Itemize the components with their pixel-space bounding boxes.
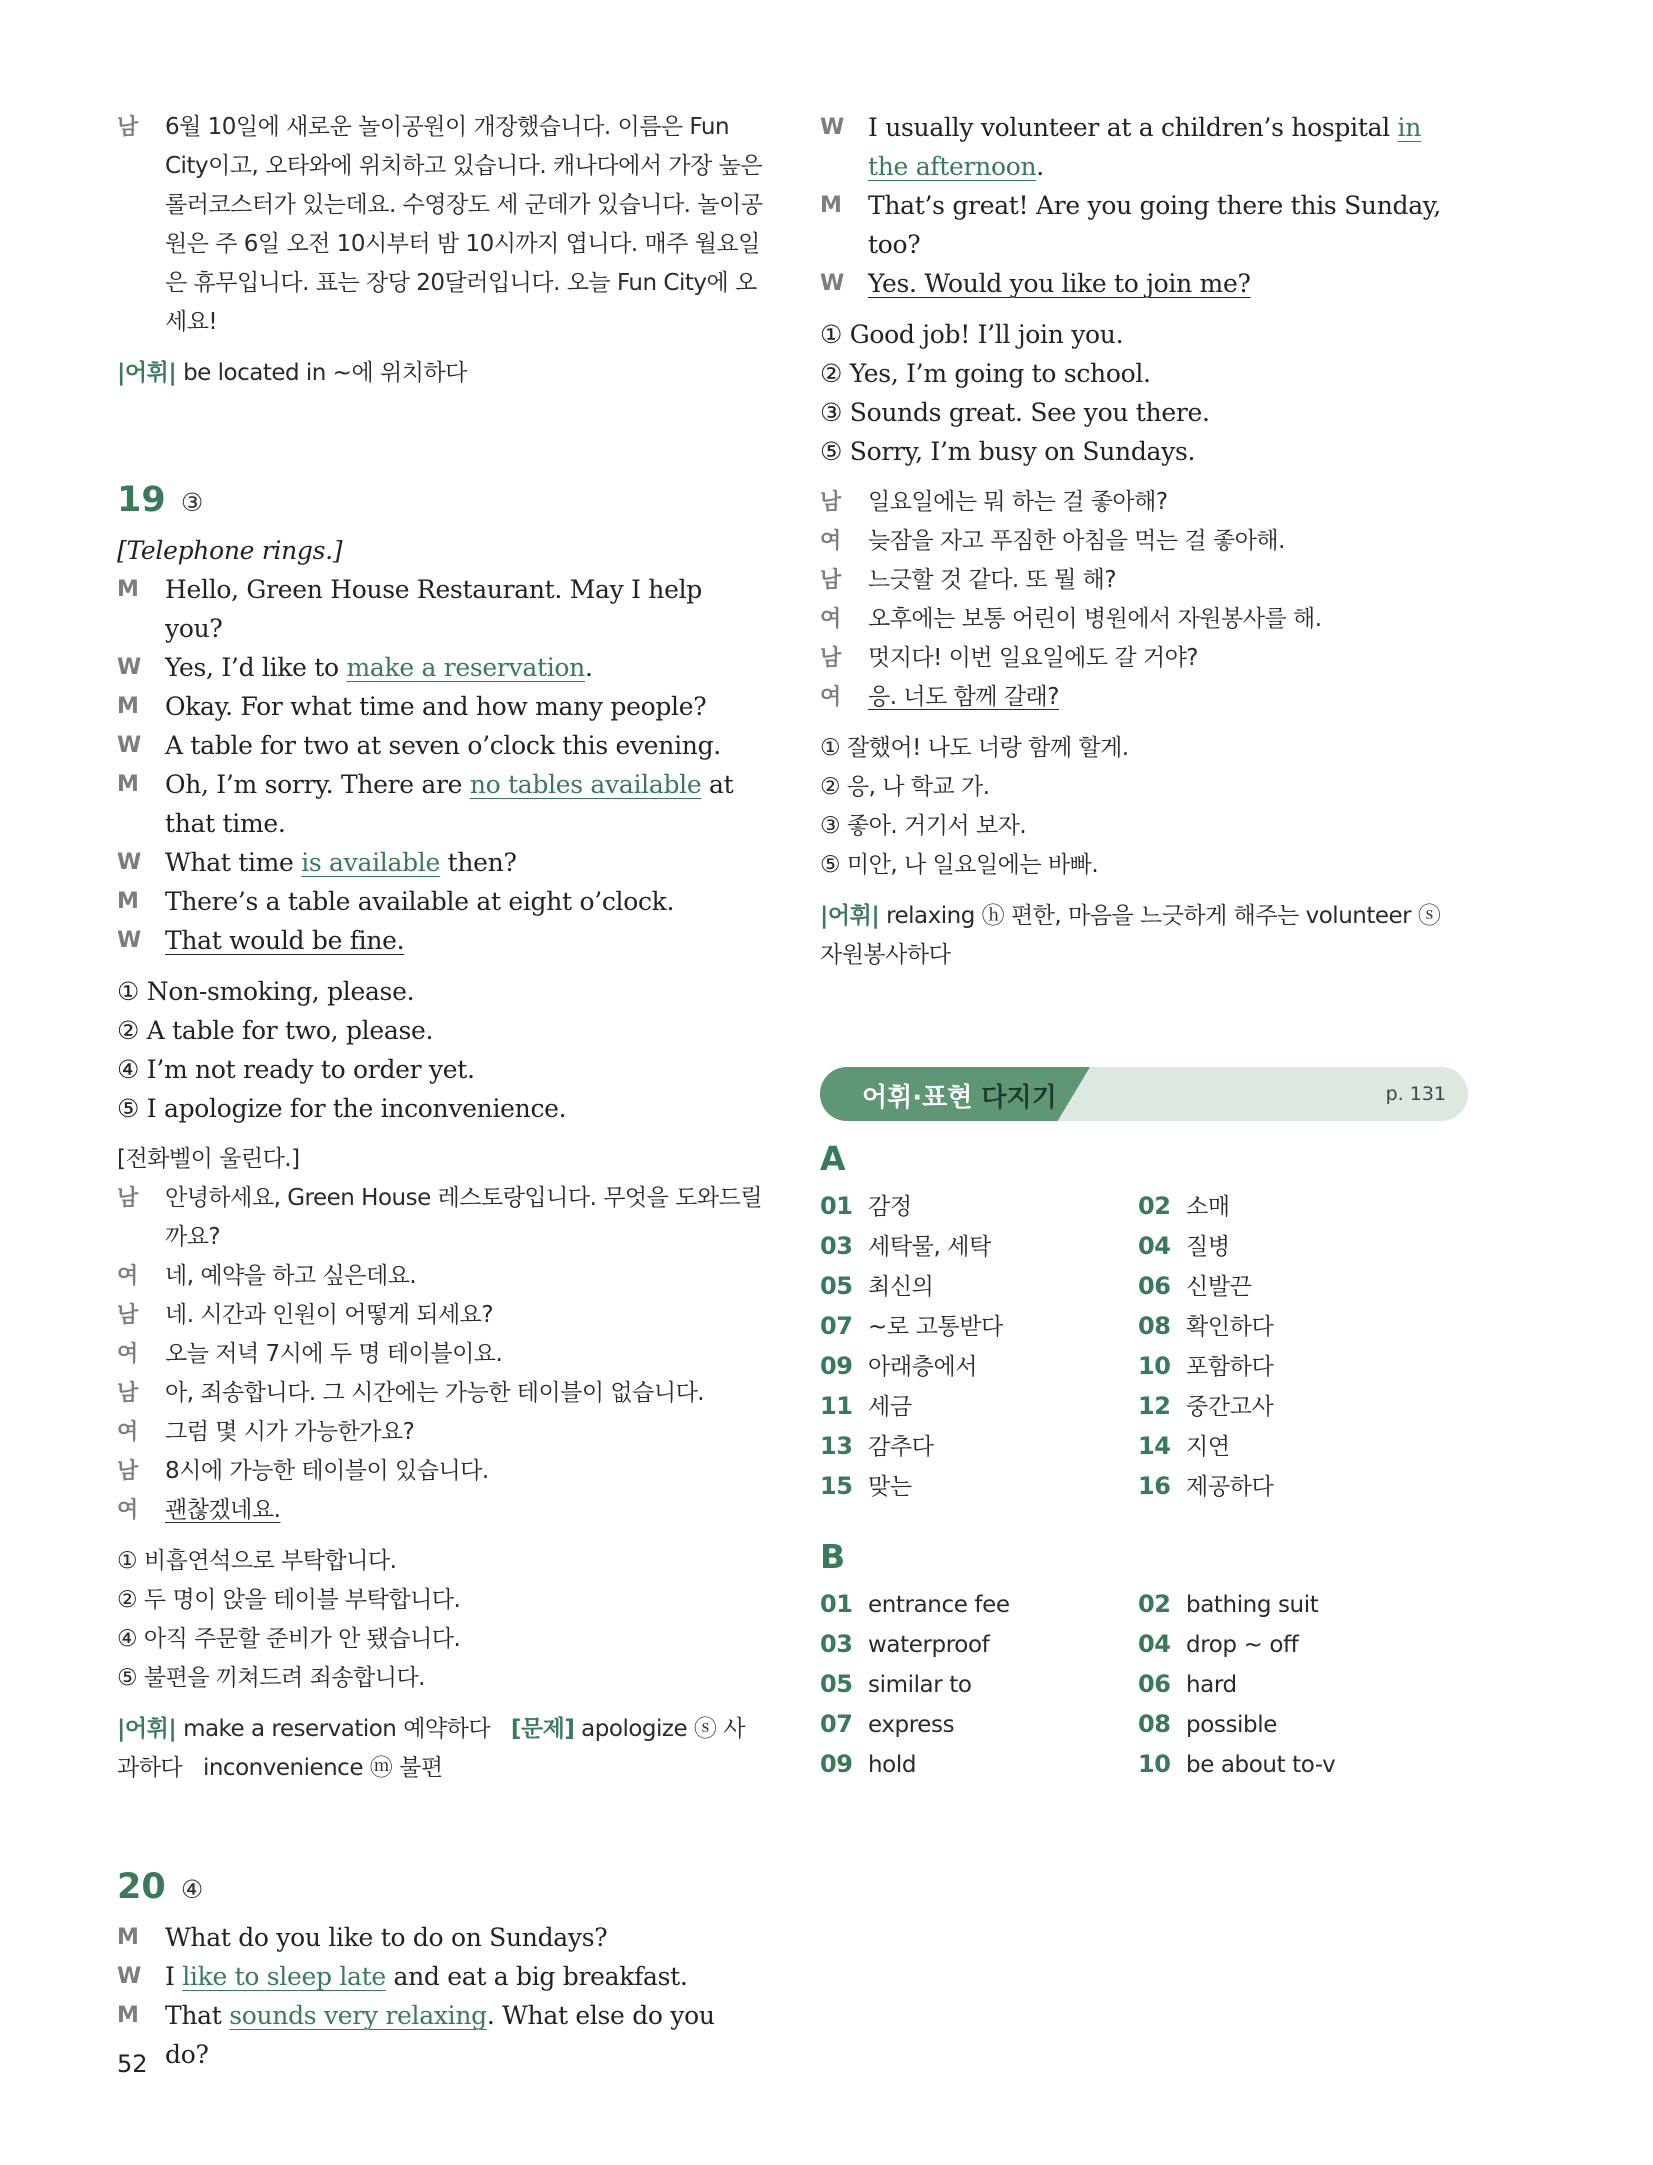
item-text: 제공하다 <box>1186 1474 1274 1500</box>
dialogue-line-ko <box>117 1491 765 1530</box>
text-part: Oh, I’m sorry. There are <box>165 770 470 799</box>
underlined-answer: Yes. Would you like to join me? <box>868 269 1251 298</box>
answer-option: ⑤ Sorry, I’m busy on Sundays. <box>820 437 1196 466</box>
stage-direction-ko: [전화벨이 울린다.] <box>117 1146 300 1172</box>
intro-text: 6월 10일에 새로운 놀이공원이 개장했습니다. 이름은 Fun City이고, 오타와에 위치하고 있습니다. 캐나다에서 가장 높은 롤러코스터가 있는데요. 수영장도 세 군데가 있습니다. 놀이공원은 주 6일 오전 10시부터 밤 10시까지 엽니다. 매주 월요일은 휴무입니다. 표는 장당 20달러입니다. 오늘 Fun City에 오세요! <box>165 114 763 335</box>
speaker-label: M <box>117 2003 139 2028</box>
text-part: 안녕하세요, Green House 레스토랑입니다. 무엇을 도와드릴까요? <box>165 1185 763 1250</box>
left-column <box>117 108 765 2074</box>
vocab-note-2 <box>117 1710 765 1788</box>
dialogue-text-ko <box>165 1296 765 1335</box>
vocab-answer-item <box>1138 1267 1468 1307</box>
dialogue-line <box>820 186 1468 264</box>
vocab-answer-item <box>1138 1625 1468 1665</box>
text-part: A table for two at seven o’clock this evening. <box>165 731 721 760</box>
item-number: 07 <box>820 1312 853 1340</box>
text-part: Hello, Green House Restaurant. May I help you? <box>165 575 703 643</box>
speaker-label: 남 <box>117 1303 138 1328</box>
text-part: Okay. For what time and how many people? <box>165 692 707 721</box>
dialogue-line <box>117 921 765 960</box>
dialogue-text-ko <box>165 1374 765 1413</box>
dialogue-text <box>868 264 1468 303</box>
item-text: 질병 <box>1186 1234 1230 1260</box>
dialogue-line <box>117 843 765 882</box>
question-19-header <box>117 477 765 523</box>
item-text: 확인하다 <box>1186 1314 1274 1340</box>
item-number: 09 <box>820 1750 853 1778</box>
question-20-header <box>117 1864 765 1910</box>
q19-dialogue-ko <box>117 1179 765 1530</box>
speaker-label: 여 <box>820 607 841 632</box>
speaker-label: W <box>117 850 141 875</box>
vocab-answer-item <box>1138 1187 1468 1227</box>
item-text: 감추다 <box>868 1434 934 1460</box>
speaker-label: M <box>117 889 139 914</box>
text-part: then? <box>439 848 517 877</box>
speaker-label: 남 <box>820 568 841 593</box>
item-number: 02 <box>1138 1590 1171 1618</box>
speaker-label: 여 <box>117 1498 138 1523</box>
vocab-answer-item <box>1138 1585 1468 1625</box>
text-part: There’s a table available at eight o’clock. <box>165 887 675 916</box>
text-part: What time <box>165 848 302 877</box>
dialogue-line-ko <box>117 1452 765 1491</box>
item-number: 12 <box>1138 1392 1171 1420</box>
item-text: 중간고사 <box>1186 1394 1274 1420</box>
vocab-note-3 <box>820 897 1468 975</box>
text-part: . What else do you do? <box>165 2001 715 2069</box>
text-part: 느긋할 것 같다. 또 뭘 해? <box>868 567 1117 593</box>
dialogue-text-ko <box>868 678 1468 717</box>
dialogue-line-ko <box>117 1296 765 1335</box>
dialogue-line-ko <box>820 522 1468 561</box>
vocab-answer-item <box>820 1387 1138 1427</box>
dialogue-line <box>117 687 765 726</box>
item-number: 06 <box>1138 1670 1171 1698</box>
text-part: 네, 예약을 하고 싶은데요. <box>165 1263 417 1289</box>
item-number: 03 <box>820 1630 853 1658</box>
dialogue-line <box>117 765 765 843</box>
speaker-label: 여 <box>117 1264 138 1289</box>
speaker-label: 남 <box>117 1381 138 1406</box>
vocab-answer-item <box>820 1307 1138 1347</box>
vocab-note-1 <box>117 354 765 393</box>
dialogue-text <box>165 726 765 765</box>
speaker-label: M <box>117 694 139 719</box>
answer-option-ko: ⑤ 미안, 나 일요일에는 바빠. <box>820 852 1099 878</box>
q19-options-ko <box>117 1542 765 1698</box>
item-text: hard <box>1186 1672 1237 1698</box>
answer-option: ② A table for two, please. <box>117 1016 434 1045</box>
speaker-label: 남 <box>117 1186 138 1211</box>
highlight-phrase: make a reservation <box>346 653 585 682</box>
dialogue-line <box>820 264 1468 303</box>
item-text: 맞는 <box>868 1474 912 1500</box>
vocab-text-c: inconvenience ⓜ 불편 <box>202 1755 443 1781</box>
answer-option-ko: ⑤ 불편을 끼쳐드려 죄송합니다. <box>117 1665 425 1691</box>
stage-direction: [Telephone rings.] <box>117 536 343 565</box>
item-number: 04 <box>1138 1232 1171 1260</box>
vocab-answer-item <box>1138 1347 1468 1387</box>
item-number: 08 <box>1138 1312 1171 1340</box>
vocab-text-a: make a reservation 예약하다 <box>183 1716 491 1742</box>
text-part: That’s great! Are you going there this Sunday, too? <box>868 191 1441 259</box>
banner-title: 어휘·표현 다지기 <box>862 1083 1057 1113</box>
item-text: 지연 <box>1186 1434 1230 1460</box>
dialogue-line <box>117 648 765 687</box>
item-text: 세탁물, 세탁 <box>868 1234 991 1260</box>
underlined-answer: That would be fine. <box>165 926 405 955</box>
dialogue-text <box>868 186 1468 264</box>
vocab-answer-item <box>1138 1467 1468 1507</box>
section-a-label: A <box>820 1139 846 1178</box>
item-text: possible <box>1186 1712 1277 1738</box>
item-number: 10 <box>1138 1352 1171 1380</box>
item-text: 포함하다 <box>1186 1354 1274 1380</box>
vocab-answer-item <box>1138 1307 1468 1347</box>
dialogue-line <box>117 882 765 921</box>
speaker-label: 여 <box>117 1420 138 1445</box>
item-text: 세금 <box>868 1394 912 1420</box>
answer-option-ko: ① 비흡연석으로 부탁합니다. <box>117 1548 397 1574</box>
speaker-label: 남 <box>117 115 138 140</box>
text-part: 늦잠을 자고 푸짐한 아침을 먹는 걸 좋아해. <box>868 528 1285 554</box>
dialogue-text <box>165 765 765 843</box>
dialogue-line <box>117 726 765 765</box>
item-text: bathing suit <box>1186 1592 1319 1618</box>
dialogue-line <box>117 1918 765 1957</box>
speaker-label: 여 <box>117 1342 138 1367</box>
vocab-text: be located in ~에 위치하다 <box>183 360 467 386</box>
text-part: at that time. <box>165 770 734 838</box>
vocab-label: |어휘| <box>117 1716 177 1742</box>
item-text: 감정 <box>868 1194 912 1220</box>
speaker-label: W <box>820 115 844 140</box>
vocab-text: relaxing ⓗ 편한, 마음을 느긋하게 해주는 volunteer ⓢ 자원봉사하다 <box>820 903 1441 968</box>
item-text: 신발끈 <box>1186 1274 1252 1300</box>
item-text: hold <box>868 1752 917 1778</box>
item-text: express <box>868 1712 955 1738</box>
dialogue-text-ko <box>868 639 1468 678</box>
dialogue-text <box>165 687 765 726</box>
vocab-answer-item <box>1138 1705 1468 1745</box>
dialogue-line-ko <box>820 483 1468 522</box>
text-part: 응. 너도 함께 갈래? <box>868 684 1059 710</box>
speaker-label: W <box>117 1964 141 1989</box>
question-number: 20 <box>117 1867 166 1907</box>
vocab-answer-item <box>820 1427 1138 1467</box>
vocab-answer-item <box>1138 1665 1468 1705</box>
vocab-answer-item <box>1138 1387 1468 1427</box>
text-part: . <box>584 653 593 682</box>
text-part: 오후에는 보통 어린이 병원에서 자원봉사를 해. <box>868 606 1322 632</box>
vocab-label: |어휘| <box>820 903 880 929</box>
answer-option-ko: ④ 아직 주문할 준비가 안 됐습니다. <box>117 1626 461 1652</box>
speaker-label: W <box>117 733 141 758</box>
item-text: waterproof <box>868 1632 990 1658</box>
speaker-label: 남 <box>117 1459 138 1484</box>
text-part: 그럼 몇 시가 가능한가요? <box>165 1419 415 1445</box>
section-banner <box>820 1067 1468 1121</box>
q20-dialogue-ko <box>820 483 1468 717</box>
vocab-answer-item <box>1138 1427 1468 1467</box>
text-part: 네. 시간과 인원이 어떻게 되세요? <box>165 1302 494 1328</box>
text-part: 괜찮겠네요. <box>165 1497 281 1523</box>
answer-option: ② Yes, I’m going to school. <box>820 359 1151 388</box>
text-part: What do you like to do on Sundays? <box>165 1923 608 1952</box>
vocab-answer-item <box>820 1467 1138 1507</box>
vocab-answer-item <box>820 1187 1138 1227</box>
dialogue-text-ko <box>165 1452 765 1491</box>
vocab-text-b: apologize ⓢ 사과하다 <box>117 1716 745 1781</box>
answer-option: ④ I’m not ready to order yet. <box>117 1055 475 1084</box>
highlight-phrase: in the afternoon <box>868 113 1422 181</box>
text-part: 멋지다! 이번 일요일에도 갈 거야? <box>868 645 1199 671</box>
dialogue-line <box>117 1957 765 1996</box>
section-a-grid <box>820 1187 1468 1507</box>
item-text: 최신의 <box>868 1274 934 1300</box>
item-text: entrance fee <box>868 1592 1010 1618</box>
vocab-answer-item <box>820 1227 1138 1267</box>
dialogue-text-ko <box>165 1491 765 1530</box>
vocab-label: |어휘| <box>117 360 177 386</box>
dialogue-text <box>165 921 765 960</box>
dialogue-line-ko <box>117 1374 765 1413</box>
dialogue-text-ko <box>165 1413 765 1452</box>
dialogue-text-ko <box>868 522 1468 561</box>
vocab-answer-item <box>1138 1745 1468 1785</box>
dialogue-text <box>165 648 765 687</box>
dialogue-text-ko <box>868 483 1468 522</box>
dialogue-text-ko <box>165 1335 765 1374</box>
item-number: 09 <box>820 1352 853 1380</box>
dialogue-text <box>165 843 765 882</box>
dialogue-line <box>117 570 765 648</box>
banner-page-ref: p. 131 <box>1385 1083 1446 1105</box>
highlight-phrase: sounds very relaxing <box>229 2001 487 2030</box>
item-text: be about to-v <box>1186 1752 1336 1778</box>
text-part: 8시에 가능한 테이블이 있습니다. <box>165 1458 489 1484</box>
dialogue-text-ko <box>165 1179 765 1257</box>
text-part: 오늘 저녁 7시에 두 명 테이블이요. <box>165 1341 503 1367</box>
item-number: 16 <box>1138 1472 1171 1500</box>
dialogue-text <box>165 570 765 648</box>
vocab-answer-item <box>820 1665 1138 1705</box>
dialogue-line-ko <box>117 1335 765 1374</box>
item-number: 11 <box>820 1392 853 1420</box>
item-number: 03 <box>820 1232 853 1260</box>
question-answer: ③ <box>180 488 204 517</box>
dialogue-text <box>868 108 1468 186</box>
speaker-label: 여 <box>820 529 841 554</box>
item-number: 05 <box>820 1272 853 1300</box>
q20-dialogue-continued <box>820 108 1468 303</box>
answer-option-ko: ① 잘했어! 나도 너랑 함께 할게. <box>820 735 1129 761</box>
answer-option: ⑤ I apologize for the inconvenience. <box>117 1094 567 1123</box>
right-column <box>820 108 1468 1785</box>
text-part: 일요일에는 뭐 하는 걸 좋아해? <box>868 489 1168 515</box>
intro-korean <box>117 108 765 342</box>
dialogue-line <box>117 1996 765 2074</box>
item-number: 13 <box>820 1432 853 1460</box>
text-part: Yes, I’d like to <box>165 653 347 682</box>
item-number: 10 <box>1138 1750 1171 1778</box>
answer-option-ko: ② 응, 나 학교 가. <box>820 774 990 800</box>
highlight-phrase: is available <box>301 848 440 877</box>
q19-options <box>117 972 765 1128</box>
text-part: I usually volunteer at a children’s hospital <box>868 113 1398 142</box>
section-b-label: B <box>820 1537 846 1576</box>
item-number: 04 <box>1138 1630 1171 1658</box>
dialogue-text <box>165 882 765 921</box>
dialogue-text <box>165 1918 765 1957</box>
dialogue-text <box>165 1957 765 1996</box>
question-number: 19 <box>117 480 166 520</box>
dialogue-line-ko <box>820 600 1468 639</box>
text-part: I <box>165 1962 183 1991</box>
dialogue-text-ko <box>868 561 1468 600</box>
dialogue-text-ko <box>868 600 1468 639</box>
dialogue-line-ko <box>117 1413 765 1452</box>
item-number: 15 <box>820 1472 853 1500</box>
highlight-phrase: like to sleep late <box>182 1962 386 1991</box>
vocab-answer-item <box>820 1347 1138 1387</box>
problem-label: [문제] <box>510 1716 575 1742</box>
item-text: drop ~ off <box>1186 1632 1299 1658</box>
vocab-answer-item <box>820 1745 1138 1785</box>
speaker-label: M <box>117 577 139 602</box>
speaker-label: M <box>820 193 842 218</box>
answer-option: ① Non-smoking, please. <box>117 977 415 1006</box>
dialogue-line-ko <box>117 1257 765 1296</box>
vocab-answer-item <box>820 1585 1138 1625</box>
item-text: 소매 <box>1186 1194 1230 1220</box>
dialogue-line-ko <box>820 678 1468 717</box>
dialogue-text-ko <box>165 1257 765 1296</box>
dialogue-line-ko <box>117 1179 765 1257</box>
item-text: similar to <box>868 1672 972 1698</box>
page-number: 52 <box>117 2050 148 2078</box>
speaker-label: M <box>117 772 139 797</box>
section-b-grid <box>820 1585 1468 1785</box>
text-part: . <box>1036 152 1044 181</box>
answer-option-ko: ③ 좋아. 거기서 보자. <box>820 813 1027 839</box>
answer-option-ko: ② 두 명이 앉을 테이블 부탁합니다. <box>117 1587 461 1613</box>
dialogue-line-ko <box>820 561 1468 600</box>
dialogue-text <box>165 1996 765 2074</box>
item-number: 08 <box>1138 1710 1171 1738</box>
speaker-label: 여 <box>820 685 841 710</box>
item-number: 07 <box>820 1710 853 1738</box>
answer-option: ① Good job! I’ll join you. <box>820 320 1124 349</box>
speaker-label: W <box>117 928 141 953</box>
text-part: 아, 죄송합니다. 그 시간에는 가능한 테이블이 없습니다. <box>165 1380 705 1406</box>
speaker-label: W <box>117 655 141 680</box>
vocab-answer-item <box>820 1267 1138 1307</box>
answer-option: ③ Sounds great. See you there. <box>820 398 1210 427</box>
question-answer: ④ <box>180 1875 204 1904</box>
speaker-label: M <box>117 1925 139 1950</box>
item-number: 01 <box>820 1192 853 1220</box>
item-number: 05 <box>820 1670 853 1698</box>
item-number: 02 <box>1138 1192 1171 1220</box>
q20-options <box>820 315 1468 471</box>
highlight-phrase: no tables available <box>469 770 702 799</box>
vocab-answer-item <box>820 1705 1138 1745</box>
vocab-answer-item <box>1138 1227 1468 1267</box>
q20-options-ko <box>820 729 1468 885</box>
item-number: 14 <box>1138 1432 1171 1460</box>
text-part: and eat a big breakfast. <box>385 1962 688 1991</box>
q20-dialogue <box>117 1918 765 2074</box>
item-text: 아래층에서 <box>868 1354 978 1380</box>
dialogue-line-ko <box>820 639 1468 678</box>
item-number: 06 <box>1138 1272 1171 1300</box>
text-part: That <box>165 2001 230 2030</box>
dialogue-line <box>820 108 1468 186</box>
vocab-answer-item <box>820 1625 1138 1665</box>
item-number: 01 <box>820 1590 853 1618</box>
speaker-label: 남 <box>820 646 841 671</box>
speaker-label: W <box>820 271 844 296</box>
item-text: ~로 고통받다 <box>868 1314 1003 1340</box>
q19-dialogue <box>117 570 765 960</box>
speaker-label: 남 <box>820 490 841 515</box>
